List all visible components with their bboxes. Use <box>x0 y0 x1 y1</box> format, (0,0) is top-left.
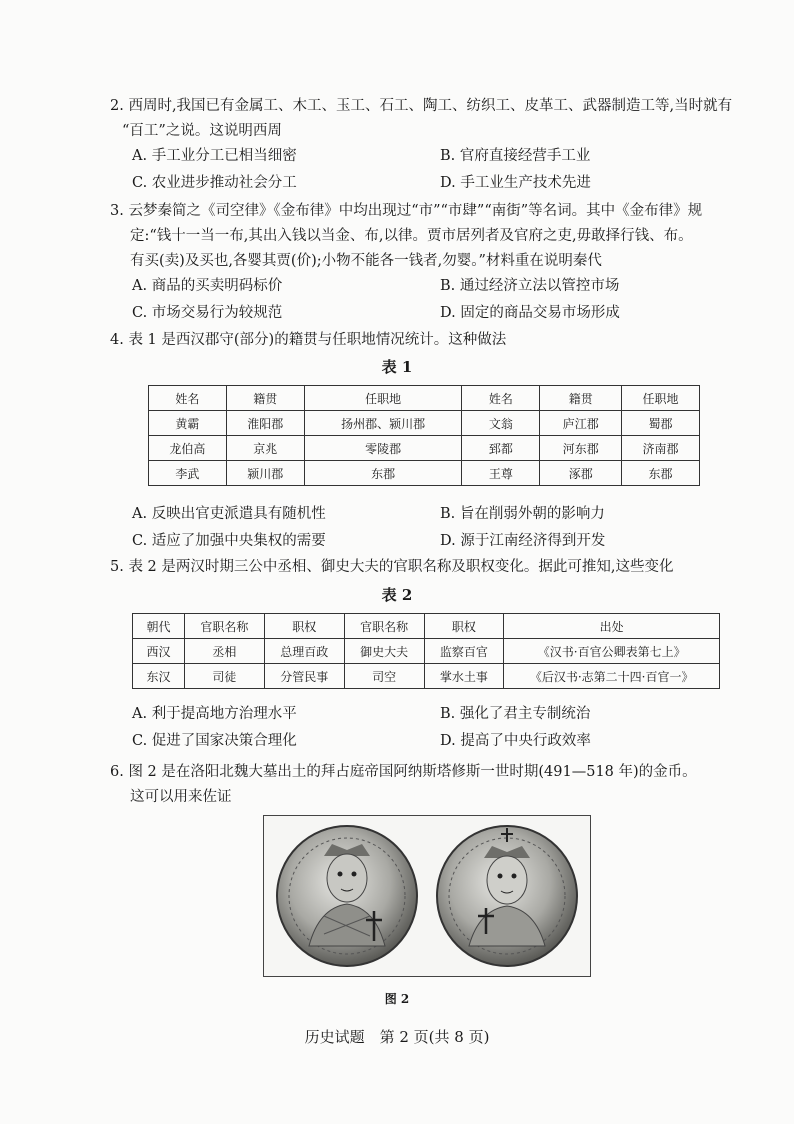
table-2-header-row <box>133 614 720 639</box>
q3-stem-line2: 定:“钱十一当一布,其出入钱以当金、布,以律。贾市居列者及官府之吏,毋敢择行钱、布。 <box>130 228 693 244</box>
table-1-cell: 零陵郡 <box>304 436 462 461</box>
table-2-cell: 司空 <box>344 664 424 689</box>
q5-option-d[interactable]: D. 提高了中央行政效率 <box>440 733 591 749</box>
q2-options-row1 <box>110 144 710 171</box>
q4-option-d[interactable]: D. 源于江南经济得到开发 <box>440 533 606 549</box>
coin-right <box>437 826 577 966</box>
table-1-header: 任职地 <box>622 386 700 411</box>
q3-option-c[interactable]: C. 市场交易行为较规范 <box>132 305 283 321</box>
table-1-caption: 表 1 <box>381 358 413 376</box>
table-2-cell: 《后汉书·志第二十四·百官一》 <box>504 664 720 689</box>
q6-stem-line1: 6. 图 2 是在洛阳北魏大墓出土的拜占庭帝国阿纳斯塔修斯一世时期(491—518 年)的金币。 <box>110 764 697 780</box>
figure-2-caption: 图 2 <box>384 992 410 1006</box>
table-1-cell: 郅都 <box>462 436 540 461</box>
question-3 <box>110 199 710 328</box>
table-1-cell: 淮阳郡 <box>226 411 304 436</box>
table-2-header: 职权 <box>424 614 504 639</box>
table-1-cell: 文翁 <box>462 411 540 436</box>
table-1-cell: 庐江郡 <box>540 411 622 436</box>
table-1-cell: 龙伯高 <box>149 436 227 461</box>
table-1 <box>148 385 700 486</box>
table-1-header: 姓名 <box>149 386 227 411</box>
q6-stem-line2: 这可以用来佐证 <box>130 789 232 805</box>
coin-left <box>277 826 417 966</box>
table-2-cell: 东汉 <box>133 664 185 689</box>
question-6 <box>110 760 710 810</box>
table-2-header: 官职名称 <box>344 614 424 639</box>
q4-stem-line1: 4. 表 1 是西汉郡守(部分)的籍贯与任职地情况统计。这种做法 <box>110 332 507 348</box>
table-2-header: 出处 <box>504 614 720 639</box>
q4-option-b[interactable]: B. 旨在削弱外朝的影响力 <box>440 506 605 522</box>
table-1-cell: 河东郡 <box>540 436 622 461</box>
table-2-cell: 丞相 <box>184 639 264 664</box>
table-1-row <box>149 411 700 436</box>
q3-option-a[interactable]: A. 商品的买卖明码标价 <box>132 278 283 294</box>
table-1-cell: 涿郡 <box>540 461 622 486</box>
q5-option-c[interactable]: C. 促进了国家决策合理化 <box>132 733 297 749</box>
table-2-header: 朝代 <box>133 614 185 639</box>
table-2-cell: 司徒 <box>184 664 264 689</box>
table-2-cell: 御史大夫 <box>344 639 424 664</box>
table-2-header: 官职名称 <box>184 614 264 639</box>
q3-option-b[interactable]: B. 通过经济立法以管控市场 <box>440 278 620 294</box>
q5-options-row1 <box>110 702 710 729</box>
table-1-cell: 东郡 <box>304 461 462 486</box>
table-1-header: 姓名 <box>462 386 540 411</box>
table-1-header: 籍贯 <box>540 386 622 411</box>
q5-options-row2 <box>110 729 710 756</box>
q4-option-c[interactable]: C. 适应了加强中央集权的需要 <box>132 533 326 549</box>
question-4-options <box>110 502 710 556</box>
table-1-cell: 黄霸 <box>149 411 227 436</box>
table-1-cell: 李武 <box>149 461 227 486</box>
table-2-row <box>133 639 720 664</box>
table-2-cell: 《汉书·百官公卿表第七上》 <box>504 639 720 664</box>
table-1-cell: 京兆 <box>226 436 304 461</box>
table-1-cell: 扬州郡、颍川郡 <box>304 411 462 436</box>
question-5 <box>110 555 710 580</box>
table-2 <box>132 613 720 689</box>
q3-stem-line3: 有买(卖)及买也,各婴其贾(价);小物不能各一钱者,勿婴。”材料重在说明秦代 <box>130 253 602 269</box>
q4-options-row2 <box>110 529 710 556</box>
q5-option-a[interactable]: A. 利于提高地方治理水平 <box>132 706 297 722</box>
q2-options-row2 <box>110 171 710 198</box>
q3-options-row1 <box>110 274 710 301</box>
q4-options-row1 <box>110 502 710 529</box>
table-1-header: 任职地 <box>304 386 462 411</box>
table-1-cell: 东郡 <box>622 461 700 486</box>
q5-option-b[interactable]: B. 强化了君主专制统治 <box>440 706 591 722</box>
q5-stem-line1: 5. 表 2 是两汉时期三公中丞相、御史大夫的官职名称及职权变化。据此可推知,这些变化 <box>110 559 674 575</box>
q2-option-b[interactable]: B. 官府直接经营手工业 <box>440 148 591 164</box>
figure-2-gold-coins <box>263 815 591 977</box>
page-footer: 历史试题 第 2 页(共 8 页) <box>304 1028 490 1046</box>
q2-option-c[interactable]: C. 农业进步推动社会分工 <box>132 175 297 191</box>
q2-option-d[interactable]: D. 手工业生产技术先进 <box>440 175 591 191</box>
table-1-cell: 王尊 <box>462 461 540 486</box>
q2-stem-line2: “百工”之说。这说明西周 <box>122 123 282 139</box>
byzantine-coins-image <box>264 816 590 976</box>
table-1-cell: 蜀郡 <box>622 411 700 436</box>
q2-option-a[interactable]: A. 手工业分工已相当细密 <box>132 148 297 164</box>
table-2-cell: 掌水土事 <box>424 664 504 689</box>
table-1-cell: 济南郡 <box>622 436 700 461</box>
question-2 <box>110 94 733 198</box>
table-2-header: 职权 <box>264 614 344 639</box>
table-1-row <box>149 461 700 486</box>
table-1-header: 籍贯 <box>226 386 304 411</box>
table-2-cell: 监察百官 <box>424 639 504 664</box>
q3-option-d[interactable]: D. 固定的商品交易市场形成 <box>440 305 620 321</box>
table-1-header-row <box>149 386 700 411</box>
table-2-row <box>133 664 720 689</box>
table-2-cell: 总理百政 <box>264 639 344 664</box>
table-2-caption: 表 2 <box>381 586 413 604</box>
table-1-cell: 颍川郡 <box>226 461 304 486</box>
q3-options-row2 <box>110 301 710 328</box>
table-1-row <box>149 436 700 461</box>
table-2-cell: 分管民事 <box>264 664 344 689</box>
question-4 <box>110 328 710 353</box>
q3-stem-line1: 3. 云梦秦简之《司空律》《金布律》中均出现过“市”“市肆”“南街”等名词。其中《金布律》规 <box>110 203 703 219</box>
q4-option-a[interactable]: A. 反映出官吏派遣具有随机性 <box>132 506 326 522</box>
table-2-cell: 西汉 <box>133 639 185 664</box>
question-5-options <box>110 702 710 756</box>
q2-stem-line1: 2. 西周时,我国已有金属工、木工、玉工、石工、陶工、纺织工、皮革工、武器制造工等,当时就有 <box>110 98 733 114</box>
